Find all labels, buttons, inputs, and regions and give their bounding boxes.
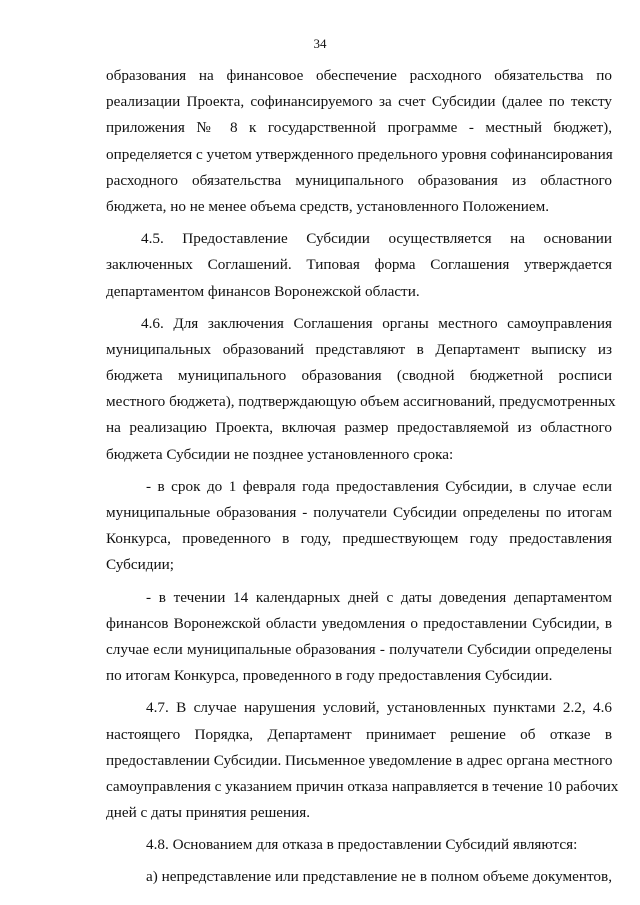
text-line: финансов Воронежской области уведомления о предоставлении Субсидии, в — [106, 614, 612, 632]
document-body — [106, 63, 619, 891]
text-line: дней с даты принятия решения. — [106, 804, 311, 822]
text-line: департаментом финансов Воронежской области. — [106, 282, 420, 300]
text-line: Конкурса, проведенного в году, предшествующем году предоставления — [106, 530, 612, 548]
text-line: бюджета муниципального образования (сводной бюджетной росписи — [106, 367, 612, 385]
text-line: случае если муниципальные образования - получатели Субсидии определены — [106, 640, 612, 658]
paragraph-4-7 — [106, 695, 619, 826]
text-line: расходного обязательства муниципального образования из областного — [106, 171, 612, 189]
paragraph-4-6 — [106, 311, 616, 468]
text-line: по итогам Конкурса, проведенного в году предоставления Субсидии. — [106, 667, 553, 685]
text-line: 4.6. Для заключения Соглашения органы местного самоуправления — [141, 314, 612, 332]
page-number: 34 — [313, 36, 327, 51]
paragraph-4-8-item-a — [106, 864, 612, 890]
text-line: образования на финансовое обеспечение расходного обязательства по — [106, 67, 612, 84]
text-line: муниципальных образований представляют в Департамент выписку из — [106, 340, 612, 358]
text-line: муниципальные образования - получатели Субсидии определены по итогам — [106, 504, 612, 521]
paragraph-funding-obligation — [106, 63, 612, 220]
text-line: - в течении 14 календарных дней с даты доведения департаментом — [146, 588, 612, 606]
text-line: бюджета, но не менее объема средств, установленного Положением. — [106, 197, 550, 215]
text-line: настоящего Порядка, Департамент принимает решение об отказе в — [106, 725, 612, 743]
paragraph-4-6-item-2 — [106, 585, 612, 690]
text-line: заключенных Соглашений. Типовая форма Соглашения утверждается — [106, 256, 612, 274]
text-line: реализации Проекта, софинансируемого за счет Субсидии (далее по тексту — [106, 93, 612, 111]
text-line: бюджета Субсидии не позднее установленного срока: — [106, 445, 454, 463]
text-line: а) непредставление или представление не в полном объеме документов, — [146, 868, 612, 886]
text-line: 4.8. Основанием для отказа в предоставлении Субсидий являются: — [146, 836, 578, 854]
text-line: приложения № 8 к государственной программе - местный бюджет), — [106, 119, 612, 137]
text-line: 4.7. В случае нарушения условий, установленных пунктами 2.2, 4.6 — [146, 699, 612, 717]
paragraph-4-6-item-1 — [106, 474, 612, 579]
paragraph-4-8 — [106, 832, 612, 858]
text-line: определяется с учетом утвержденного предельного уровня софинансирования — [106, 145, 613, 163]
text-line: предоставлении Субсидии. Письменное уведомление в адрес органа местного — [106, 751, 613, 769]
text-line: самоуправления с указанием причин отказа направляется в течение 10 рабочих — [106, 777, 619, 795]
text-line: на реализацию Проекта, включая размер предоставляемой из областного — [106, 419, 612, 437]
text-line: Субсидии; — [106, 556, 174, 574]
text-line: 4.5. Предоставление Субсидии осуществляется на основании — [141, 230, 612, 248]
paragraph-4-5 — [106, 226, 612, 305]
text-line: - в срок до 1 февраля года предоставления Субсидии, в случае если — [146, 477, 612, 495]
text-line: местного бюджета), подтверждающую объем ассигнований, предусмотренных — [106, 393, 616, 411]
